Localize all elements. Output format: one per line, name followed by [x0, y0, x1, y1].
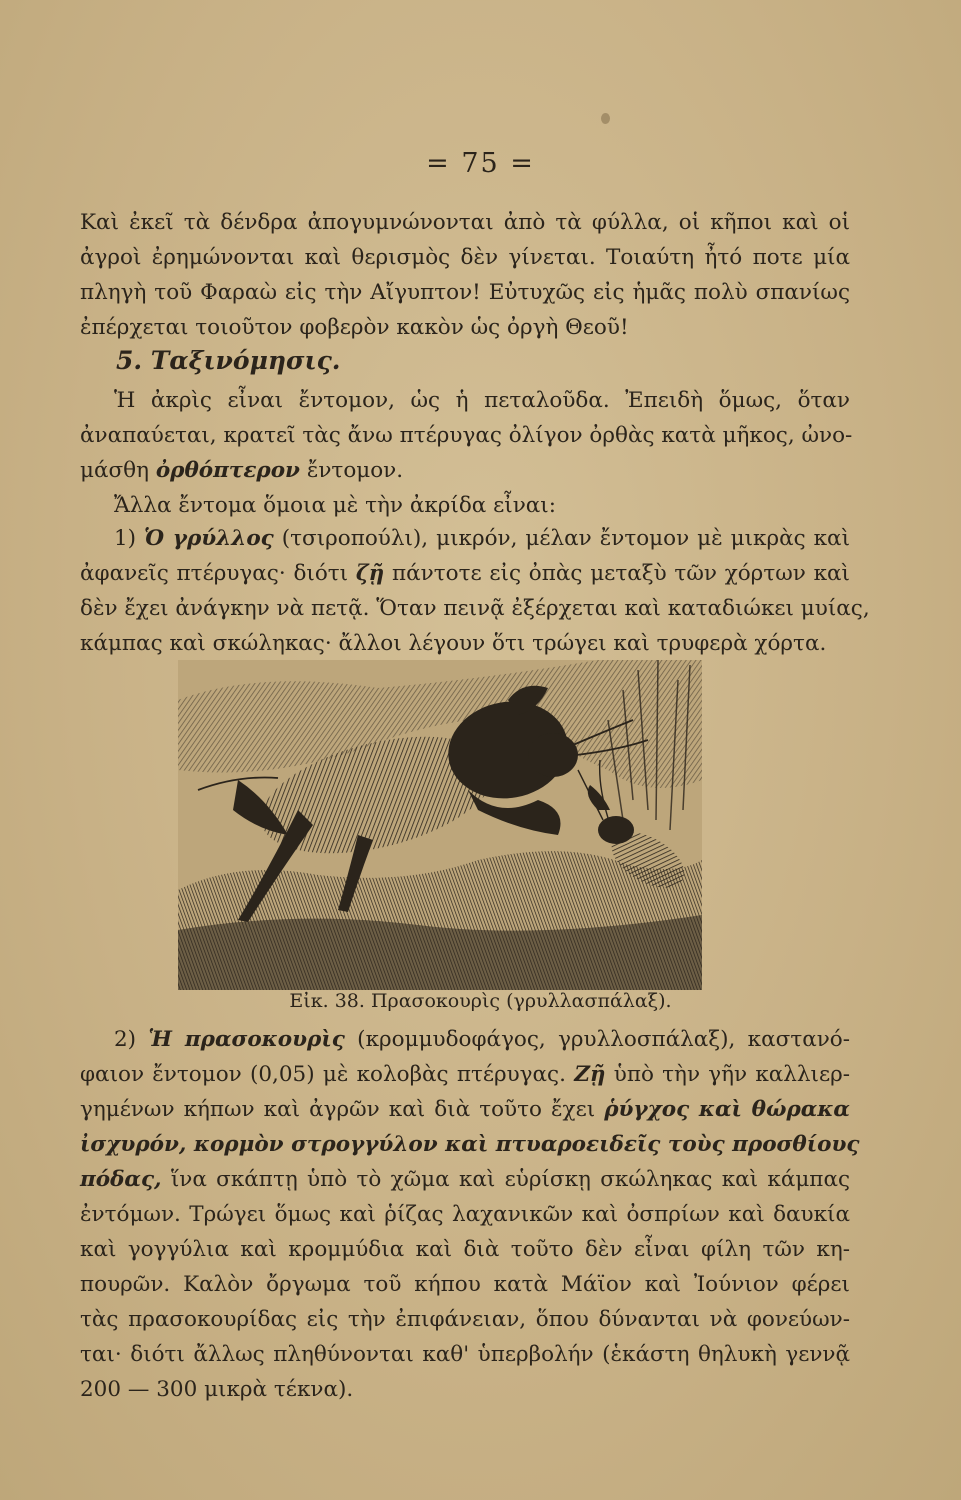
term-orthoptera: ὀρθόπτερον [155, 458, 300, 483]
text-run: ὑπὸ τὴν γῆν καλλιερ- [605, 1062, 851, 1087]
text-line: τὰς πρασοκουρίδας εἰς τὴν ἐπιφάνειαν, ὅπου δύνανται νὰ φονεύων- [80, 1307, 850, 1332]
section-heading-block [80, 343, 850, 378]
text-run: (τσιροπούλι), μικρόν, μέλαν ἔντομον μὲ μικρὰς καὶ [273, 526, 850, 551]
text-line: ἀναπαύεται, κρατεῖ τὰς ἄνω πτέρυγας ὀλίγον ὀρθὰς κατὰ μῆκος, ὠνο- [80, 423, 853, 448]
text-run: φαιον ἔντομον (0,05) μὲ κολοβὰς πτέρυγας. [80, 1062, 575, 1087]
text-line: δὲν ἔχει ἀνάγκην νὰ πετᾷ. Ὅταν πεινᾷ ἐξέρχεται καὶ καταδιώκει μυίας, [80, 596, 870, 621]
paper-stain [601, 113, 610, 124]
text-line: Ἄλλα ἔντομα ὅμοια μὲ τὴν ἀκρίδα εἶναι: [114, 493, 556, 518]
text-run: ἀφανεῖς πτέρυγας· διότι [80, 561, 356, 586]
text-line: ἀγροὶ ἐρημώνονται καὶ θερισμὸς δὲν γίνεται. Τοιαύτη ἦτό ποτε μία [80, 245, 850, 270]
text-run: ἵνα σκάπτῃ ὑπὸ τὸ χῶμα καὶ εὑρίσκῃ σκώληκας καὶ κάμπας [161, 1167, 850, 1192]
text-line: ἐπέρχεται τοιοῦτον φοβερὸν κακὸν ὡς ὀργὴ Θεοῦ! [80, 315, 629, 340]
text-run: γημένων κήπων καὶ ἀγρῶν καὶ διὰ τοῦτο ἔχει [80, 1097, 605, 1122]
text-line: ἐντόμων. Τρώγει ὅμως καὶ ῥίζας λαχανικῶν καὶ ὀσπρίων καὶ δαυκία [80, 1202, 850, 1227]
term-lives: Ζῇ [574, 1062, 606, 1087]
section-heading: 5. Ταξινόμησις. [116, 346, 341, 375]
text-line: κάμπας καὶ σκώληκας· ἄλλοι λέγουν ὅτι τρώγει καὶ τρυφερὰ χόρτα. [80, 631, 827, 656]
text-line [80, 383, 850, 418]
text-line [80, 1057, 850, 1092]
text-line [80, 1092, 850, 1127]
classification-paragraph [80, 383, 853, 523]
text-line: καὶ γογγύλια καὶ κρομμύδια καὶ διὰ τοῦτο δὲν εἶναι φίλη τῶν κη- [80, 1237, 850, 1262]
emphasis-line: ἰσχυρόν, κορμὸν στρογγύλον καὶ πτυαροειδεῖς τοὺς προσθίους [80, 1132, 860, 1157]
page-number: = 75 = [426, 148, 535, 179]
term-lives: ζῇ [355, 561, 385, 586]
text-line: Καὶ ἐκεῖ τὰ δένδρα ἀπογυμνώνονται ἀπὸ τὰ φύλλα, οἱ κῆποι καὶ οἱ [80, 210, 850, 235]
item-1-paragraph [80, 521, 870, 661]
figure-caption: Εἰκ. 38. Πρασοκουρὶς (γρυλλασπάλαξ). [289, 990, 672, 1012]
item-number: 2) [114, 1027, 149, 1052]
text-line: πουρῶν. Καλὸν ὄργωμα τοῦ κήπου κατὰ Μάϊον καὶ Ἰούνιον φέρει [80, 1272, 850, 1297]
item-2-paragraph [80, 1022, 860, 1407]
text-line [80, 521, 850, 556]
item-title-cricket: Ὁ γρύλλος [144, 526, 274, 551]
text-run: Ἡ ἀκρὶς εἶναι ἔντομον, ὡς ἡ πεταλοῦδα. Ἐπειδὴ ὅμως, ὅταν [114, 388, 850, 413]
emphasis-text: ῥύγχος καὶ θώρακα [604, 1097, 850, 1122]
text-run: ἔντομον. [299, 458, 404, 483]
text-line: πληγὴ τοῦ Φαραὼ εἰς τὴν Αἴγυπτον! Εὐτυχῶς εἰς ἡμᾶς πολὺ σπανίως [80, 280, 850, 305]
intro-paragraph [80, 205, 850, 345]
text-run: μάσθη [80, 458, 156, 483]
text-line: 200 — 300 μικρὰ τέκνα). [80, 1377, 354, 1402]
text-line [80, 1022, 850, 1057]
emphasis-text: πόδας, [80, 1167, 162, 1192]
text-line [80, 1162, 850, 1197]
text-line: ται· διότι ἄλλως πληθύνονται καθ' ὑπερβολήν (ἑκάστη θηλυκὴ γεννᾷ [80, 1342, 850, 1367]
item-number: 1) [114, 526, 145, 551]
text-line [80, 556, 850, 591]
text-run: (κρομμυδοφάγος, γρυλλοσπάλαξ), καστανό- [344, 1027, 851, 1052]
item-title-mole-cricket: Ἡ πρασοκουρὶς [148, 1027, 345, 1052]
text-run: πάντοτε εἰς ὀπὰς μεταξὺ τῶν χόρτων καὶ [384, 561, 850, 586]
text-line [80, 453, 850, 488]
mole-cricket-illustration [178, 660, 702, 990]
